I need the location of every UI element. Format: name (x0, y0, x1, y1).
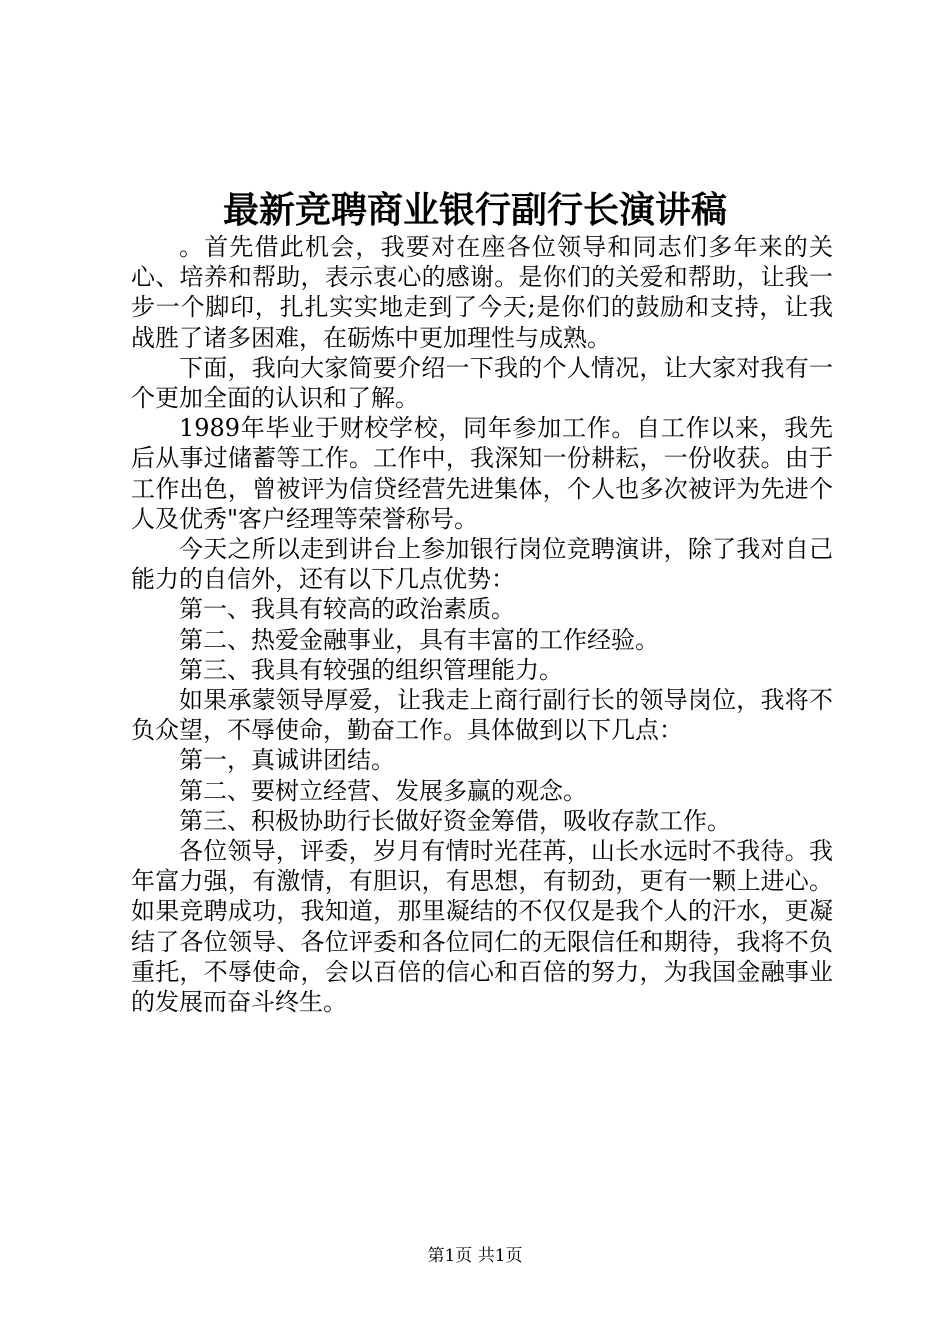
document-body (131, 232, 833, 1017)
document-title: 最新竞聘商业银行副行长演讲稿 (222, 189, 727, 231)
paragraph: 第一，真诚讲团结。 (179, 746, 395, 775)
page-footer: 第1页 共1页 (427, 1246, 523, 1266)
paragraph: 各位领导，评委，岁月有情时光荏苒，山长水远时不我待。我年富力强，有激情，有胆识，有思想，有韧劲，更有一颗上进心。如果竞聘成功，我知道，那里凝结的不仅仅是我个人的汗水，更凝结了各位领导、各位评委和各位同仁的无限信任和期待，我将不负重托，不辱使命，会以百倍的信心和百倍的努力，为我国金融事业的发展而奋斗终生。 (131, 837, 833, 1017)
paragraph: 第三、积极协助行长做好资金筹借，吸收存款工作。 (179, 806, 731, 835)
paragraph: 。首先借此机会，我要对在座各位领导和同志们多年来的关心、培养和帮助，表示衷心的感谢。是你们的关爱和帮助，让我一步一个脚印，扎扎实实地走到了今天;是你们的鼓励和支持，让我战胜了诸多困难，在砺炼中更加理性与成熟。 (131, 233, 833, 352)
paragraph: 如果承蒙领导厚爱，让我走上商行副行长的领导岗位，我将不负众望，不辱使命，勤奋工作。具体做到以下几点： (131, 686, 833, 745)
paragraph: 今天之所以走到讲台上参加银行岗位竞聘演讲，除了我对自己能力的自信外，还有以下几点优势： (131, 535, 833, 594)
paragraph: 第三、我具有较强的组织管理能力。 (179, 655, 563, 684)
paragraph: 第二、要树立经营、发展多赢的观念。 (179, 776, 587, 805)
paragraph: 第一、我具有较高的政治素质。 (179, 595, 515, 624)
paragraph: 下面，我向大家简要介绍一下我的个人情况，让大家对我有一个更加全面的认识和了解。 (131, 353, 833, 413)
paragraph: 1989年毕业于财校学校，同年参加工作。自工作以来，我先后从事过储蓄等工作。工作中，我深知一份耕耘，一份收获。由于工作出色，曾被评为信贷经营先进集体，个人也多次被评为先进个人及优秀"客户经理等荣誉称号。 (131, 414, 833, 533)
paragraph: 第二、热爱金融事业，具有丰富的工作经验。 (179, 625, 659, 654)
